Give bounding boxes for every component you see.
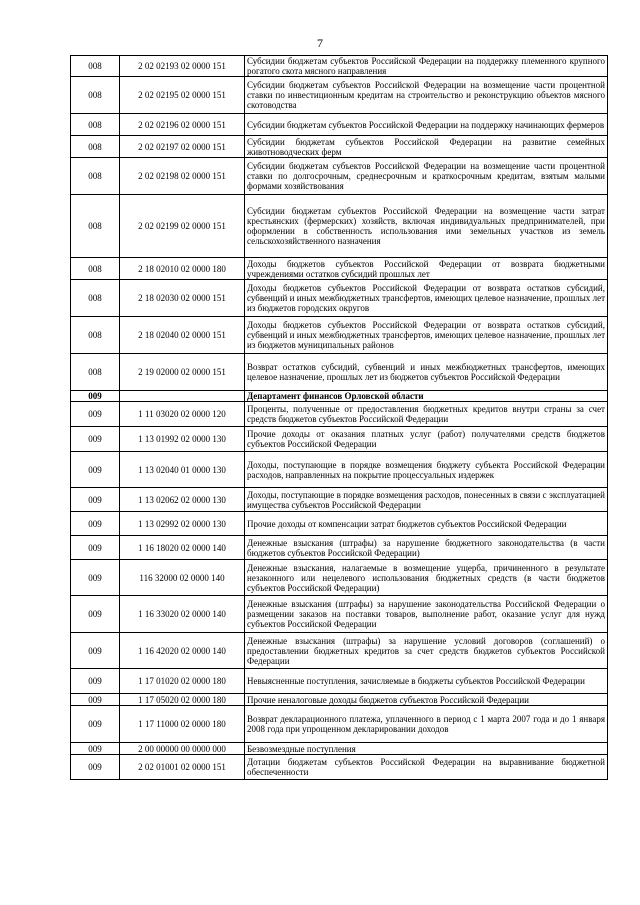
table-row: [71, 452, 608, 488]
revenue-code-cell: 2 02 02197 02 0000 151: [120, 136, 245, 158]
revenue-name-cell: Субсидии бюджетам субъектов Российской Федерации на поддержку начинающих фермеров: [245, 114, 608, 136]
revenue-code-cell: 2 18 02030 02 0000 151: [120, 280, 245, 317]
table-row: [71, 195, 608, 258]
revenue-name-cell: Субсидии бюджетам субъектов Российской Федерации на возмещение части процентной ставки по долгосрочным, среднесрочным и краткосрочным кредитам, взятым малыми формами хозяйствования: [245, 158, 608, 195]
table-row: [71, 488, 608, 512]
revenue-code-cell: 2 18 02010 02 0000 180: [120, 258, 245, 280]
table-row: [71, 317, 608, 354]
table-row: [71, 114, 608, 136]
revenue-name-cell: Дотации бюджетам субъектов Российской Федерации на выравнивание бюджетной обеспеченности: [245, 755, 608, 780]
table-row: [71, 158, 608, 195]
revenue-name-cell: Проценты, полученные от предоставления бюджетных кредитов внутри страны за счет средств бюджетов субъектов Российской Федерации: [245, 402, 608, 427]
table-row: [71, 402, 608, 427]
revenue-code-cell: 2 02 02198 02 0000 151: [120, 158, 245, 195]
admin-code-cell: 009: [71, 512, 120, 536]
revenue-name-cell: Возврат остатков субсидий, субвенций и иных межбюджетных трансфертов, имеющих целевое назначение, прошлых лет из бюджетов субъектов Российской Федерации: [245, 354, 608, 391]
revenue-name-cell: Доходы, поступающие в порядке возмещения расходов, понесенных в связи с эксплуатацией имущества субъектов Российской Федерации: [245, 488, 608, 512]
table-row: [71, 669, 608, 694]
revenue-name-cell: Денежные взыскания (штрафы) за нарушение условий договоров (соглашений) о предоставлении бюджетных кредитов за счет средств бюджетов субъектов Российской Федерации: [245, 633, 608, 669]
revenue-code-cell: 1 13 02992 02 0000 130: [120, 512, 245, 536]
revenue-name-cell: Доходы бюджетов субъектов Российской Федерации от возврата остатков субсидий, субвенций и иных межбюджетных трансфертов, имеющих целевое назначение, прошлых лет из бюджетов городских округов: [245, 280, 608, 317]
admin-code-cell: 009: [71, 694, 120, 706]
admin-code-cell: 008: [71, 280, 120, 317]
revenue-name-cell: Доходы, поступающие в порядке возмещения бюджету субъекта Российской Федерации расходов, направленных на покрытие процессуальных издержек: [245, 452, 608, 488]
admin-code-cell: 009: [71, 560, 120, 596]
revenue-code-cell: 1 13 02062 02 0000 130: [120, 488, 245, 512]
revenue-code-cell: 2 02 02195 02 0000 151: [120, 77, 245, 114]
table-row: [71, 706, 608, 743]
revenue-code-cell: 1 17 01020 02 0000 180: [120, 669, 245, 694]
table-row: [71, 596, 608, 633]
revenue-name-cell: Субсидии бюджетам субъектов Российской Федерации на возмещение части процентной ставки по инвестиционным кредитам на строительство и реконструкцию объектов мясного скотоводства: [245, 77, 608, 114]
revenue-code-cell: 116 32000 02 0000 140: [120, 560, 245, 596]
table-row: [71, 280, 608, 317]
revenue-name-cell: Денежные взыскания (штрафы) за нарушение законодательства Российской Федерации о размещении заказов на поставки товаров, выполнение работ, оказание услуг для нужд субъектов Российской Федерации: [245, 596, 608, 633]
admin-code-cell: 008: [71, 56, 120, 77]
revenue-name-cell: Безвозмездные поступления: [245, 743, 608, 755]
revenue-code-cell: 1 13 02040 01 0000 130: [120, 452, 245, 488]
revenue-name-cell: Прочие доходы от оказания платных услуг (работ) получателями средств бюджетов субъектов Российской Федерации: [245, 427, 608, 452]
revenue-code-cell: 2 18 02040 02 0000 151: [120, 317, 245, 354]
admin-code-cell: 008: [71, 354, 120, 391]
revenue-codes-table: [70, 55, 608, 780]
admin-code-cell: 009: [71, 452, 120, 488]
admin-code-cell: 009: [71, 633, 120, 669]
revenue-code-cell: 1 17 05020 02 0000 180: [120, 694, 245, 706]
revenue-name-cell: Денежные взыскания, налагаемые в возмещение ущерба, причиненного в результате незаконного или нецелевого использования бюджетных средств (в части бюджетов субъектов Российской Федерации): [245, 560, 608, 596]
revenue-code-cell: 1 16 42020 02 0000 140: [120, 633, 245, 669]
revenue-name-cell: Денежные взыскания (штрафы) за нарушение бюджетного законодательства (в части бюджетов субъектов Российской Федерации): [245, 536, 608, 560]
admin-code-cell: 009: [71, 536, 120, 560]
table-row: [71, 694, 608, 706]
table-row: [71, 427, 608, 452]
revenue-code-cell: [120, 391, 245, 402]
revenue-name-cell: Доходы бюджетов субъектов Российской Федерации от возврата бюджетными учреждениями остатков субсидий прошлых лет: [245, 258, 608, 280]
admin-code-cell: 009: [71, 488, 120, 512]
revenue-code-cell: 1 13 01992 02 0000 130: [120, 427, 245, 452]
table-row: [71, 258, 608, 280]
revenue-name-cell: Субсидии бюджетам субъектов Российской Федерации на возмещение части затрат крестьянских (фермерских) хозяйств, включая индивидуальных предпринимателей, при оформлении в собственность использования ими земельных участков из земель сельскохозяйственного назначения: [245, 195, 608, 258]
admin-code-cell: 009: [71, 402, 120, 427]
revenue-name-cell: Невыясненные поступления, зачисляемые в бюджеты субъектов Российской Федерации: [245, 669, 608, 694]
admin-code-cell: 009: [71, 391, 120, 402]
revenue-name-cell: Субсидии бюджетам субъектов Российской Федерации на развитие семейных животноводческих ферм: [245, 136, 608, 158]
revenue-code-cell: 2 02 02196 02 0000 151: [120, 114, 245, 136]
admin-code-cell: 008: [71, 77, 120, 114]
admin-code-cell: 008: [71, 136, 120, 158]
page-number: 7: [317, 36, 323, 50]
admin-code-cell: 008: [71, 158, 120, 195]
section-header-row: [71, 391, 608, 402]
revenue-name-cell: Прочие неналоговые доходы бюджетов субъектов Российской Федерации: [245, 694, 608, 706]
table-row: [71, 755, 608, 780]
table-row: [71, 560, 608, 596]
admin-code-cell: 008: [71, 195, 120, 258]
revenue-name-cell: Субсидии бюджетам субъектов Российской Федерации на поддержку племенного крупного рогатого скота мясного направления: [245, 56, 608, 77]
revenue-code-cell: 1 11 03020 02 0000 120: [120, 402, 245, 427]
revenue-name-cell: Департамент финансов Орловской области: [245, 391, 608, 402]
admin-code-cell: 009: [71, 706, 120, 743]
revenue-name-cell: Возврат декларационного платежа, уплаченного в период с 1 марта 2007 года и до 1 января 2008 года при упрощенном декларировании доходов: [245, 706, 608, 743]
table-row: [71, 136, 608, 158]
revenue-code-cell: 2 02 02199 02 0000 151: [120, 195, 245, 258]
table-row: [71, 77, 608, 114]
revenue-code-cell: 2 19 02000 02 0000 151: [120, 354, 245, 391]
table-row: [71, 512, 608, 536]
admin-code-cell: 009: [71, 755, 120, 780]
revenue-code-cell: 1 17 11000 02 0000 180: [120, 706, 245, 743]
table-row: [71, 56, 608, 77]
revenue-code-cell: 2 02 02193 02 0000 151: [120, 56, 245, 77]
revenue-code-cell: 2 02 01001 02 0000 151: [120, 755, 245, 780]
revenue-code-cell: 2 00 00000 00 0000 000: [120, 743, 245, 755]
admin-code-cell: 009: [71, 669, 120, 694]
admin-code-cell: 008: [71, 258, 120, 280]
revenue-name-cell: Доходы бюджетов субъектов Российской Федерации от возврата остатков субсидий, субвенций и иных межбюджетных трансфертов, имеющих целевое назначение, прошлых лет из бюджетов муниципальных районов: [245, 317, 608, 354]
table-row: [71, 536, 608, 560]
admin-code-cell: 009: [71, 596, 120, 633]
admin-code-cell: 009: [71, 743, 120, 755]
table-row: [71, 354, 608, 391]
revenue-code-cell: 1 16 18020 02 0000 140: [120, 536, 245, 560]
table-row: [71, 633, 608, 669]
revenue-code-cell: 1 16 33020 02 0000 140: [120, 596, 245, 633]
admin-code-cell: 008: [71, 317, 120, 354]
admin-code-cell: 008: [71, 114, 120, 136]
table-row: [71, 743, 608, 755]
revenue-name-cell: Прочие доходы от компенсации затрат бюджетов субъектов Российской Федерации: [245, 512, 608, 536]
admin-code-cell: 009: [71, 427, 120, 452]
